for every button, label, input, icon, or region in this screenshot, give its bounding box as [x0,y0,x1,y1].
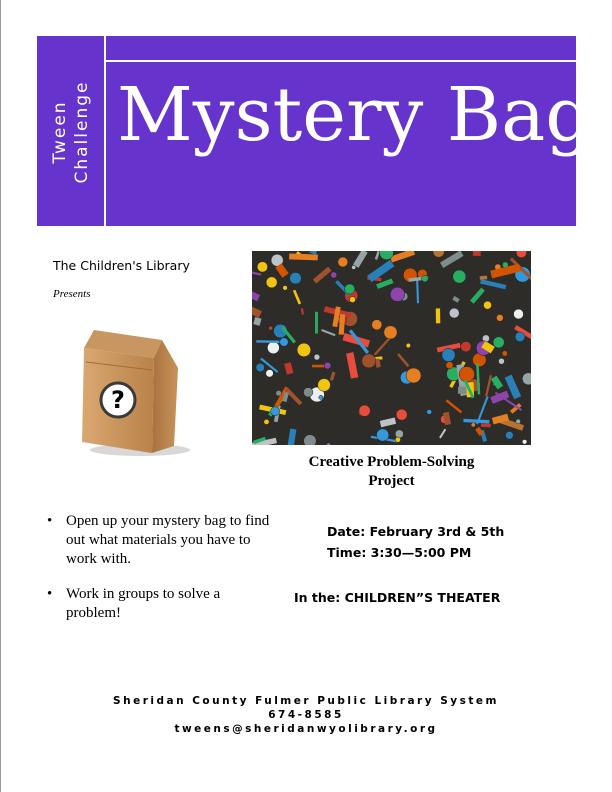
footer-email: tweens@sheridanwyolibrary.org [174,723,438,735]
list-item: • Open up your mystery bag to find out what materials you have to work with. [47,513,270,567]
activity-list [44,512,274,639]
page-title: Mystery Bag [117,72,593,158]
event-time: Time: 3:30—5:00 PM [327,545,472,560]
side-line-1: Tween [50,100,70,164]
event-location: In the: CHILDREN”S THEATER [294,590,501,605]
tween-challenge-label [49,81,93,184]
banner-divider-vertical [104,36,106,226]
presents-label: Presents [53,288,91,300]
banner-divider-horizontal [106,60,576,62]
junk-drawer-photo [252,251,531,445]
footer-org: Sheridan County Fulmer Public Library System [113,695,499,707]
title-banner [37,36,593,226]
footer-contact [0,694,612,736]
event-date: Date: February 3rd & 5th [327,524,505,539]
mystery-bag-illustration [78,318,198,458]
footer-phone: 674-8585 [268,709,344,721]
banner-side-panel [37,36,104,226]
side-line-2: Challenge [72,80,92,184]
page-edge [0,0,1,792]
photo-caption: Creative Problem-Solving Project [308,454,475,489]
question-mark-icon: ? [111,386,125,414]
list-item: • Work in groups to solve a problem! [47,586,221,621]
library-name: The Children's Library [53,258,190,273]
event-details [327,521,504,563]
